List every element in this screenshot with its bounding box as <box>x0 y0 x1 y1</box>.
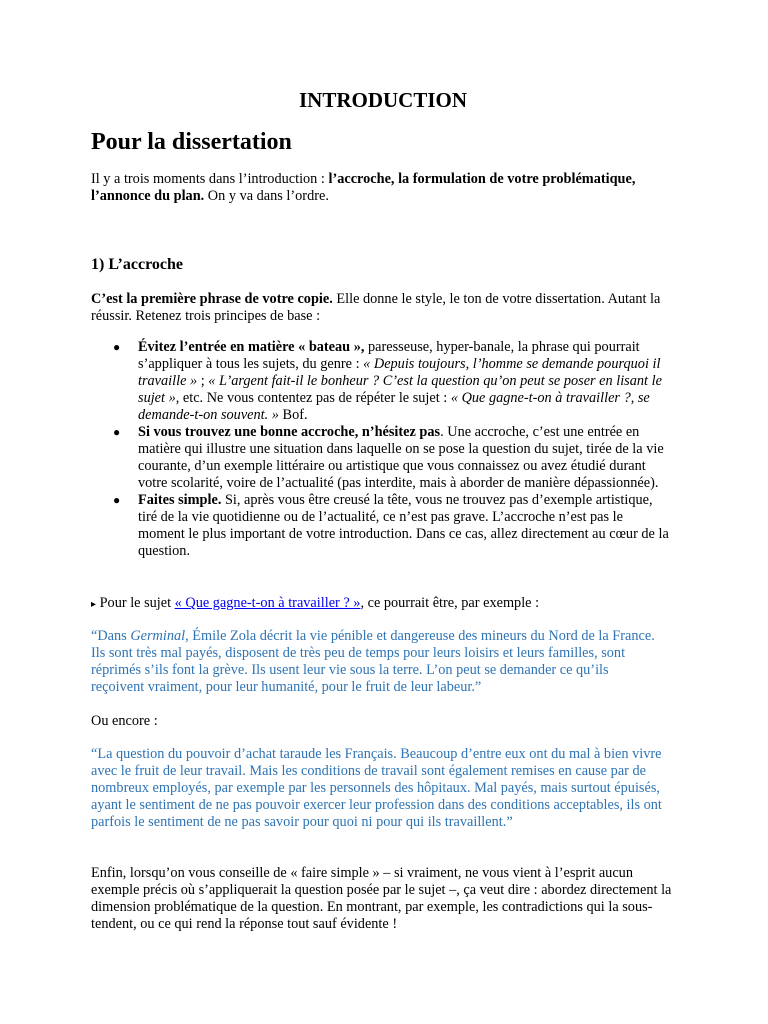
bullet-icon: ● <box>113 340 121 354</box>
bullet-text: ; <box>197 373 209 389</box>
subject-text-end: , ce pourrait être, par exemple : <box>360 595 540 611</box>
ou-encore-text: Ou encore : <box>91 713 158 729</box>
bullet-italic-text: « Que gagne-t-on à travailler ?, se demande-t-on souvent. » <box>138 390 650 423</box>
list-item <box>91 424 671 492</box>
bullet-text: Bof. <box>278 407 308 423</box>
list-item <box>91 339 671 424</box>
section-heading: Pour la dissertation <box>91 129 292 155</box>
bullet-text: . Une accroche, c’est une entrée en matière qui illustre une situation dans laquelle on se pose la question du sujet, tirée de la vie courante, d’un exemple littéraire ou artistique que vous connaissez ou avez étudié durant votre scolarité, voire de l’actualité (pas interdite, mais à aborder de manière dépassionnée). <box>138 424 664 491</box>
bullet-bold-text: Faites simple. <box>138 492 222 508</box>
subject-link[interactable]: « Que gagne-t-on à travailler ? » <box>174 595 361 611</box>
bullet-bold-text: Si vous trouvez une bonne accroche, n’hésitez pas <box>138 424 441 440</box>
intro-bold-text: l’accroche, la formulation de votre problématique, l’annonce du plan. <box>91 171 636 204</box>
quote-germinal <box>91 628 656 696</box>
bullet-text: paresseuse, hyper-banale, la phrase qui pourrait s’appliquer à tous les sujets, du genre : <box>138 339 640 372</box>
bullet-italic-text: « Depuis toujours, l’homme se demande pourquoi il travaille » <box>138 356 661 389</box>
arrow-icon: ▸ <box>91 599 97 610</box>
page-title: INTRODUCTION <box>298 88 468 112</box>
bullet-italic-text: « L’argent fait-il le bonheur ? C’est la question qu’on peut se poser en lisant le sujet » <box>138 373 662 406</box>
bullet-text: Si, après vous être creusé la tête, vous ne trouvez pas d’exemple artistique, tiré de la vie quotidienne ou de l’actualité, ce n’est pas grave. L’accroche n’est pas le moment le plus important de votre introduction. Dans ce cas, allez directement au cœur de la question. <box>138 492 669 559</box>
quote-text: “Dans <box>91 628 131 644</box>
subheading-accroche: 1) L’accroche <box>91 256 183 273</box>
bullet-icon: ● <box>113 425 121 439</box>
intro-text-end: On y va dans l’ordre. <box>204 188 329 204</box>
bullet-bold-text: Évitez l’entrée en matière « bateau », <box>138 339 365 355</box>
quote-pouvoir-achat: “La question du pouvoir d’achat taraude les Français. Beaucoup d’entre eux ont du mal à bien vivre avec le fruit de leur travail. Mais les conditions de travail sont également remises en cause par de nombreux employés, par exemple par les personnels des hôpitaux. Mal payés, mais surtout épuisés, ayant le sentiment de ne pas pouvoir exercer leur profession dans des conditions acceptables, ils ont parfois le sentiment de ne pas savoir pour quoi ni pour qui ils travaillent.” <box>91 746 662 830</box>
accroche-text: Elle donne le style, le ton de votre dissertation. Autant la réussir. Retenez trois principes de base : <box>91 291 661 324</box>
bullet-icon: ● <box>113 493 121 507</box>
intro-paragraph <box>91 171 661 205</box>
intro-text: Il y a trois moments dans l’introduction : <box>91 171 329 187</box>
accroche-bold-text: C’est la première phrase de votre copie. <box>91 291 333 307</box>
quote-italic-text: Germinal <box>130 628 186 644</box>
subject-text: Pour le sujet <box>96 595 175 611</box>
principles-list <box>91 339 671 560</box>
subject-line <box>91 595 661 613</box>
accroche-paragraph <box>91 291 661 325</box>
bullet-text: , etc. Ne vous contentez pas de répéter le sujet : <box>175 390 451 406</box>
list-item <box>91 492 671 560</box>
quote-text-end: , Émile Zola décrit la vie pénible et dangereuse des mineurs du Nord de la France. Ils sont très mal payés, disposent de très peu de temps pour leurs loisirs et leurs familles, sont réprimés s’ils font la grève. Ils usent leur vie sous la terre. L’on peut se demander ce qu’ils reçoivent vraiment, pour leur humanité, pour le fruit de leur labeur.” <box>91 628 655 695</box>
final-paragraph: Enfin, lorsqu’on vous conseille de « faire simple » – si vraiment, ne vous vient à l’esprit aucun exemple précis où s’appliquerait la question posée par le sujet –, ça veut dire : abordez directement la dimension problématique de la question. En montrant, par exemple, les contradictions qui la sous-tendent, ou ce qui rend la réponse tout sauf évidente ! <box>91 865 672 932</box>
